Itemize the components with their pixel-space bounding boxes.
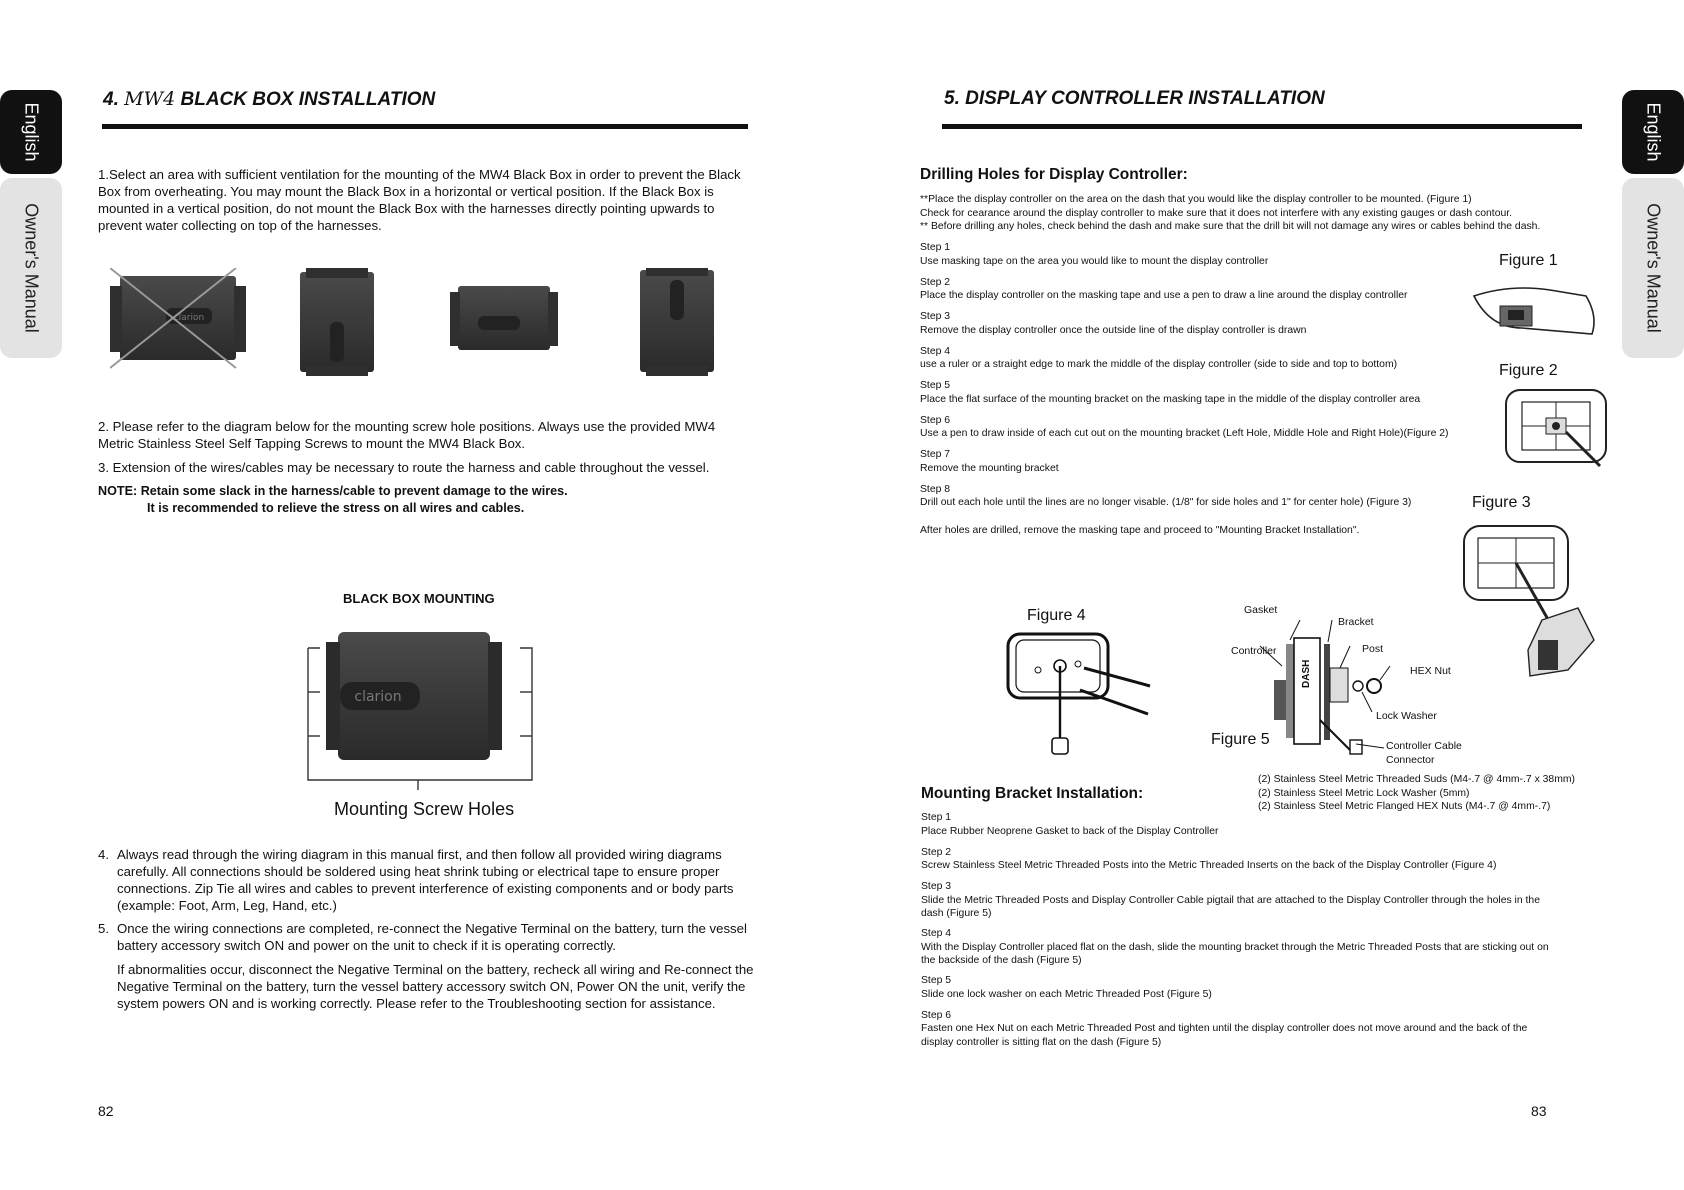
drill-step [920,448,1490,483]
drill-step [920,276,1490,311]
bracket-step [921,846,1561,881]
item-5-number: 5. [98,921,109,936]
step-text: Remove the mounting bracket [920,462,1059,474]
drill-note-2: Check for cearance around the display controller to make sure that it does not interfere with any existing gauges or dash contour. [920,207,1513,219]
note-block [98,483,748,517]
step-text: Place the display controller on the masking tape and use a pen to draw a line around the display controller [920,290,1408,301]
step-label: Step 5 [921,975,952,986]
bracket-steps [921,811,1561,1049]
item-2: 2. Please refer to the diagram below for the mounting screw hole positions. Always use the provided MW4 Metric Stainless Steel Self Tapping Screws to mount the MW4 Black Box. [98,419,716,451]
mounting-brand-logo: clarion [354,689,402,705]
figure-1-image [1470,278,1600,342]
step-text: Place the flat surface of the mounting bracket on the masking tape in the middle of the display controller area [920,393,1421,405]
label-hex-nut: HEX Nut [1410,665,1451,677]
bracket-step [921,927,1561,974]
bracket-step [921,974,1561,1009]
drill-step [920,241,1490,276]
label-post: Post [1362,643,1384,655]
manual-tab-right[interactable] [1622,178,1684,358]
figure-4-label: Figure 4 [1027,607,1086,624]
note-line-2: It is recommended to relieve the stress on all wires and cables. [147,501,525,515]
box-vertical-up [640,268,714,376]
label-cable-connector-1: Controller Cable [1386,740,1462,752]
step-label: Step 1 [920,242,951,253]
step-text: Slide one lock washer on each Metric Threaded Post (Figure 5) [921,988,1212,1000]
figure-5-label: Figure 5 [1211,731,1270,748]
step-label: Step 4 [920,345,951,357]
drill-steps [920,241,1490,537]
item-5b: If abnormalities occur, disconnect the Negative Terminal on the battery, recheck all wiring and Re-connect the Negative Terminal on the battery, turn the vessel battery accessory switch ON, Power ON the unit, verify the system powers ON and is working correctly. Please refer to the Troubleshooting section for assistance. [117,962,754,1011]
drill-note-3: ** Before drilling any holes, check behind the dash and make sure that the drill bit will not damage any wires or cables behind the dash. [920,221,1541,232]
drill-step [920,345,1490,380]
parts-item: (2) Stainless Steel Metric Flanged HEX Nuts (M4-.7 @ 4mm-.7) [1258,801,1551,812]
step-text: Use masking tape on the area you would like to mount the display controller [920,255,1269,267]
language-tab-right[interactable] [1622,90,1684,174]
page-number-left: 82 [98,1103,114,1119]
item-4 [98,846,758,914]
step-text: Place Rubber Neoprene Gasket to back of the Display Controller [921,825,1219,837]
drill-heading: Drilling Holes for Display Controller: [920,166,1188,183]
step-text: Slide the Metric Threaded Posts and Display Controller Cable pigtail that are attached to the Display Controller through the holes in the dash (Figure 5) [921,894,1540,919]
label-cable-connector [1386,739,1462,767]
note-line-1: Retain some slack in the harness/cable to prevent damage to the wires. [140,484,568,498]
drill-note-1: **Place the display controller on the area on the dash that you would like the display controller to be mounted. (Figure 1) [920,194,1472,205]
step-label: Step 5 [920,380,951,391]
step-label: Step 7 [920,449,951,460]
figure-1-label: Figure 1 [1499,252,1558,269]
parts-list [1258,773,1598,814]
bracket-heading: Mounting Bracket Installation: [921,785,1144,802]
box-vertical-down [300,268,374,376]
step-text: Use a pen to draw inside of each cut out on the mounting bracket (Left Hole, Middle Hole and Right Hole)(Figure 2) [920,428,1449,439]
figure-3-image [1458,520,1608,690]
label-bracket: Bracket [1338,616,1374,628]
step-label: Step 6 [921,1009,952,1021]
mounting-heading: BLACK BOX MOUNTING [343,591,495,606]
drill-step [920,414,1490,449]
step-label: Step 2 [920,276,951,288]
bracket-step [921,1009,1561,1050]
step-text: Screw Stainless Steel Metric Threaded Posts into the Metric Threaded Inserts on the back of the Display Controller (Figure 4) [921,860,1497,871]
drill-step [920,483,1420,524]
title-rule-right [942,124,1582,129]
box-horizontal [450,286,558,350]
manual-tab-label: Owner's Manual [21,203,42,333]
orientation-images [110,268,730,382]
step-text: Drill out each hole until the lines are no longer visable. (1/8" for side holes and 1" for center hole) (Figure 3) [920,497,1412,508]
label-dash: DASH [1301,659,1312,688]
item-4-text: Always read through the wiring diagram in this manual first, and then follow all provided wiring diagrams carefully. All connections should be soldered using heat shrink tubing or electrical tape to ensure proper connections. Zip Tie all wires and cables to prevent interference of existing components and or body parts (example: Foot, Arm, Leg, Hand, etc.) [117,847,734,913]
label-cable-connector-2: Connector [1386,754,1435,766]
label-gasket: Gasket [1244,604,1278,616]
step-label: Step 1 [921,812,952,823]
language-tab-label: English [1643,102,1664,162]
title-rest: BLACK BOX INSTALLATION [180,89,436,110]
language-tab-label: English [21,102,42,162]
box-horizontal-crossed [110,268,246,368]
step-label: Step 3 [920,311,951,322]
mounting-caption: Mounting Screw Holes [334,799,515,819]
manual-tab-label: Owner's Manual [1643,203,1664,333]
title-prefix: 4. [103,89,119,110]
step-label: Step 4 [921,928,952,939]
mounting-diagram [300,630,540,790]
drill-notes [920,193,1580,234]
step-label: Step 2 [921,846,952,858]
title-rule [102,124,748,129]
bracket-step [921,880,1561,927]
step-text: use a ruler or a straight edge to mark the middle of the display controller (side to side and top to bottom) [920,359,1398,370]
step-text: Fasten one Hex Nut on each Metric Threaded Post and tighten until the display controller does not move around and the back of the display controller is sitting flat on the dash (Figure 5) [921,1023,1528,1048]
item-3: 3. Extension of the wires/cables may be necessary to route the harness and cable throughout the vessel. [98,460,710,475]
step-label: Step 8 [920,483,951,495]
item-5-text: Once the wiring connections are completed, re-connect the Negative Terminal on the battery, turn the vessel battery accessory switch ON and power on the unit to check if it is operating correctly. [117,921,747,953]
parts-item: (2) Stainless Steel Metric Lock Washer (5mm) [1258,787,1470,799]
item-1: 1.Select an area with sufficient ventilation for the mounting of the MW4 Black Box in order to prevent the Black Box from overheating. You may mount the Black Box in a horizontal or vertical position. If the Black Box is mounted in a vertical position, do not mount the Black Box with the harnesses directly pointing upwards to prevent water collecting on top of the harnesses. [98,167,741,233]
step-text: With the Display Controller placed flat on the dash, slide the mounting bracket through the Metric Threaded Posts that are sticking out on the backside of the dash (Figure 5) [921,941,1549,966]
item-4-number: 4. [98,847,109,862]
step-text: Remove the display controller once the outside line of the display controller is drawn [920,324,1307,336]
box-brand-logo: clarion [173,313,205,323]
page-number-right: 83 [1531,1103,1547,1119]
label-lock-washer: Lock Washer [1376,710,1437,722]
figure-2-label: Figure 2 [1499,362,1558,379]
parts-item: (2) Stainless Steel Metric Threaded Suds (M4-.7 @ 4mm-.7 x 38mm) [1258,774,1575,785]
note-label: NOTE: [98,484,138,498]
figure-4-image [1000,630,1160,760]
step-label: Step 3 [921,881,952,892]
language-tab-left[interactable] [0,90,62,174]
item-5 [98,920,758,954]
manual-tab-left[interactable] [0,178,62,358]
section-5-title: 5. DISPLAY CONTROLLER INSTALLATION [944,88,1325,109]
label-controller: Controller [1231,645,1277,657]
step-label: Step 6 [920,414,951,426]
drill-step [920,310,1490,345]
drill-after: After holes are drilled, remove the masking tape and proceed to "Mounting Bracket Installation". [920,524,1360,536]
figure-2-image [1500,386,1616,486]
figure-3-label: Figure 3 [1472,494,1531,511]
section-4-title [103,88,435,111]
title-model: MW4 [124,88,176,110]
bracket-step [921,811,1561,846]
drill-step [920,379,1490,414]
